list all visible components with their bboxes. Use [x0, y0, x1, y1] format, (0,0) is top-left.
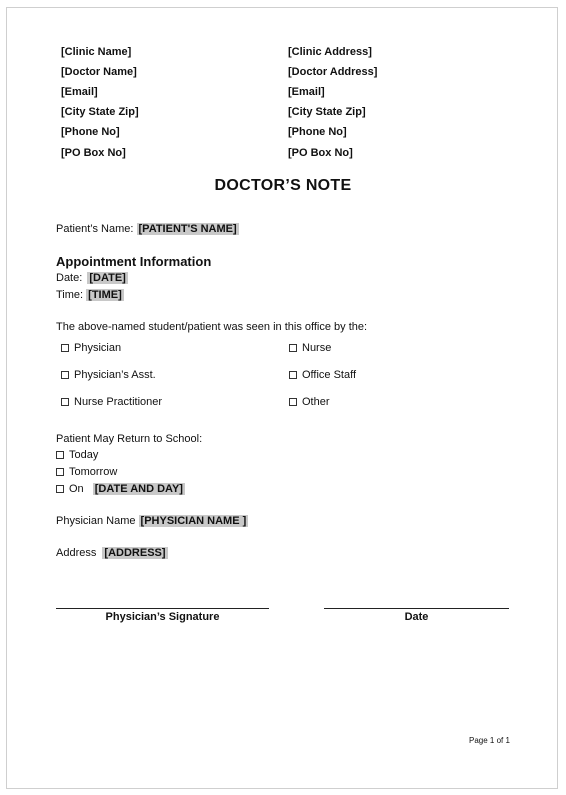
option-label: Nurse Practitioner: [74, 396, 163, 408]
option-label: Nurse: [302, 342, 332, 354]
email-right: [Email]: [288, 86, 325, 98]
option-office-staff[interactable]: [289, 368, 356, 382]
phone-left: [Phone No]: [61, 126, 120, 138]
return-on[interactable]: [56, 482, 185, 496]
checkbox-icon[interactable]: [61, 398, 69, 406]
checkbox-icon[interactable]: [61, 344, 69, 352]
address-label: Address: [56, 547, 97, 559]
return-on-label: On: [69, 483, 84, 495]
doctor-address: [Doctor Address]: [288, 66, 378, 78]
page-title: DOCTOR’S NOTE: [214, 177, 352, 194]
option-nurse-practitioner[interactable]: [61, 395, 162, 409]
checkbox-icon[interactable]: [56, 451, 64, 459]
time-field[interactable]: [TIME]: [88, 289, 122, 301]
seen-by-intro: The above-named student/patient was seen in this office by the:: [56, 321, 368, 333]
phone-right: [Phone No]: [288, 126, 347, 138]
option-other[interactable]: [289, 395, 330, 409]
date-signature-line[interactable]: [324, 608, 509, 609]
return-date-field[interactable]: [DATE AND DAY]: [94, 483, 183, 495]
return-today-label: Today: [69, 449, 99, 461]
po-box-left: [PO Box No]: [61, 147, 126, 159]
city-state-zip-left: [City State Zip]: [61, 106, 139, 118]
document-page: [6, 7, 558, 789]
option-nurse[interactable]: [289, 341, 331, 355]
checkbox-icon[interactable]: [289, 398, 297, 406]
doctor-name: [Doctor Name]: [61, 66, 137, 78]
date-field[interactable]: [DATE]: [89, 272, 126, 284]
physician-signature-label: Physician’s Signature: [105, 611, 220, 623]
return-heading: Patient May Return to School:: [56, 433, 203, 445]
address-field[interactable]: [ADDRESS]: [104, 547, 166, 559]
option-physician[interactable]: [61, 341, 121, 355]
patient-name-row: [56, 222, 239, 236]
patient-name-field[interactable]: [PATIENT'S NAME]: [138, 223, 237, 235]
physician-name-label: Physician Name: [56, 515, 136, 527]
option-label: Other: [302, 396, 330, 408]
email-left: [Email]: [61, 86, 98, 98]
return-tomorrow[interactable]: [56, 465, 117, 479]
return-tomorrow-label: Tomorrow: [69, 466, 118, 478]
patient-name-label: Patient’s Name:: [56, 223, 134, 235]
po-box-right: [PO Box No]: [288, 147, 353, 159]
time-row: [56, 288, 124, 302]
checkbox-icon[interactable]: [56, 485, 64, 493]
checkbox-icon[interactable]: [289, 371, 297, 379]
option-label: Office Staff: [302, 369, 357, 381]
option-physicians-asst[interactable]: [61, 368, 156, 382]
city-state-zip-right: [City State Zip]: [288, 106, 366, 118]
physician-signature-line[interactable]: [56, 608, 269, 609]
clinic-name: [Clinic Name]: [61, 46, 132, 58]
appointment-heading: Appointment Information: [56, 254, 212, 269]
address-row: [56, 546, 168, 560]
option-label: Physician’s Asst.: [74, 369, 156, 381]
option-label: Physician: [74, 342, 122, 354]
date-signature-label: Date: [404, 611, 429, 623]
clinic-address: [Clinic Address]: [288, 46, 372, 58]
physician-name-row: [56, 514, 248, 528]
checkbox-icon[interactable]: [56, 468, 64, 476]
date-label: Date:: [56, 272, 83, 284]
page-number: Page 1 of 1: [469, 736, 510, 745]
checkbox-icon[interactable]: [61, 371, 69, 379]
time-label: Time:: [56, 289, 84, 301]
date-row: [56, 271, 128, 285]
return-today[interactable]: [56, 448, 98, 462]
checkbox-icon[interactable]: [289, 344, 297, 352]
physician-name-field[interactable]: [PHYSICIAN NAME ]: [140, 515, 247, 527]
